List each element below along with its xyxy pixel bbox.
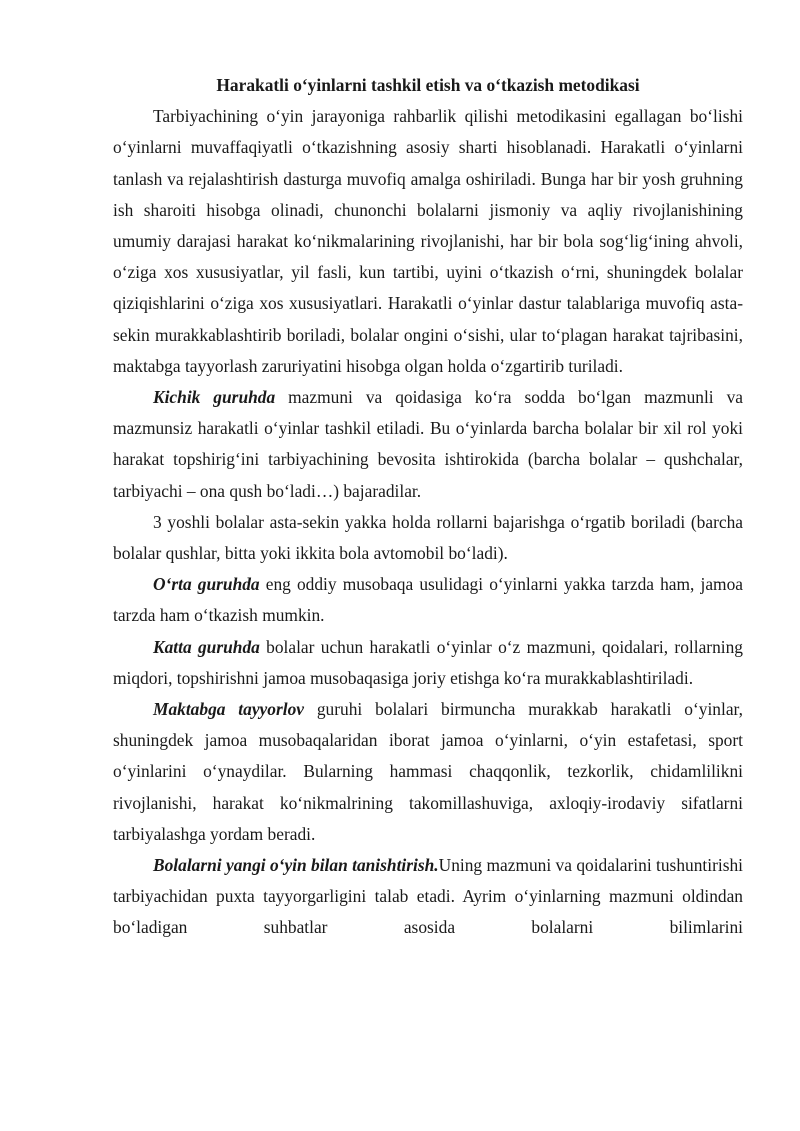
paragraph-orta-guruh xyxy=(113,569,743,631)
paragraph-maktabga-tayyorlov xyxy=(113,694,743,850)
document-page xyxy=(113,70,743,944)
paragraph-lead: Katta guruhda xyxy=(153,636,260,657)
paragraph-text: Tarbiyachining o‘yin jarayoniga rahbarlik qilishi metodikasini egallagan bo‘lishi o‘yinlarni muvaffaqiyatli o‘tkazishning asosiy sharti hisoblanadi. Harakatli o‘yinlarni tanlash va rejalashtirish dasturga muvofiq amalga oshiriladi. Bunga har bir yosh gruhning ish sharoiti hisobga olinadi, chunonchi bolalarni jismoniy va aqliy rivojlanishining umumiy darajasi harakat ko‘nikmalarining rivojlanishi, har bir bola sog‘lig‘ining ahvoli, o‘ziga xos xususiyatlar, yil fasli, kun tartibi, uyini o‘tkazish o‘rni, shuningdek bolalar qiziqishlarini o‘ziga xos xususiyatlari. Harakatli o‘yinlar dastur talablariga muvofiq asta-sekin murakkablashtirib boriladi, bolalar ongini o‘sishi, ular to‘plagan harakat tajribasini, maktabga tayyorlash zaruriyatini hisobga olgan holda o‘zgartirib turiladi. xyxy=(113,106,743,376)
paragraph-text: 3 yoshli bolalar asta-sekin yakka holda rollarni bajarishga o‘rgatib boriladi (barcha bolalar qushlar, bitta yoki ikkita bola avtomobil bo‘ladi). xyxy=(113,511,743,564)
paragraph-text: guruhi bolalari birmuncha murakkab harakatli o‘yinlar, shuningdek jamoa musobaqalaridan iborat jamoa o‘yinlarni, o‘yin estafetasi, sport o‘yinlarini o‘ynaydilar. Bularning hammasi chaqqonlik, tezkorlik, chidamlilikni rivojlanishi, harakat ko‘nikmalrining takomillashuviga, axloqiy-irodaviy sifatlarni tarbiyalashga yordam beradi. xyxy=(113,699,743,844)
paragraph-text: mazmuni va qoidasiga ko‘ra sodda bo‘lgan mazmunli va mazmunsiz harakatli o‘yinlar tashkil etiladi. Bu o‘yinlarda barcha bolalar bir xil rol yoki harakat topshirig‘ini tarbiyachining bevosita ishtirokida (barcha bolalar – qushchalar, tarbiyachi – ona qush bo‘ladi…) bajaradilar. xyxy=(113,387,743,501)
paragraph-lead: Bolalarni yangi o‘yin bilan tanishtirish. xyxy=(153,855,439,876)
paragraph-text: bolalar uchun harakatli o‘yinlar o‘z mazmuni, qoidalari, rollarning miqdori, topshirishni jamoa musobaqasiga joriy etishga ko‘ra murakkablashtiriladi. xyxy=(113,636,744,688)
paragraph-text: eng oddiy musobaqa usulidagi o‘yinlarni yakka tarzda ham, jamoa tarzda ham o‘tkazish mumkin. xyxy=(113,574,744,626)
paragraph-katta-guruh xyxy=(113,632,743,694)
paragraph-lead: Kichik guruhda xyxy=(153,387,276,408)
paragraph-intro xyxy=(113,101,743,382)
paragraph-kichik-guruh xyxy=(113,382,743,507)
document-title: Harakatli o‘yinlarni tashkil etish va o‘tkazish metodikasi xyxy=(216,75,640,95)
paragraph-text: Uning mazmuni va qoidalarini tushuntirishi tarbiyachidan puxta tayyorgarligini talab etadi. Ayrim o‘yinlarning mazmuni oldindan bo‘ladigan suhbatlar asosida bolalarni bilimlarini xyxy=(113,855,743,938)
paragraph-lead: O‘rta guruhda xyxy=(153,574,260,595)
paragraph-three-year-olds xyxy=(113,507,743,569)
paragraph-lead: Maktabga tayyorlov xyxy=(153,699,304,720)
paragraph-new-game-intro xyxy=(113,850,743,944)
